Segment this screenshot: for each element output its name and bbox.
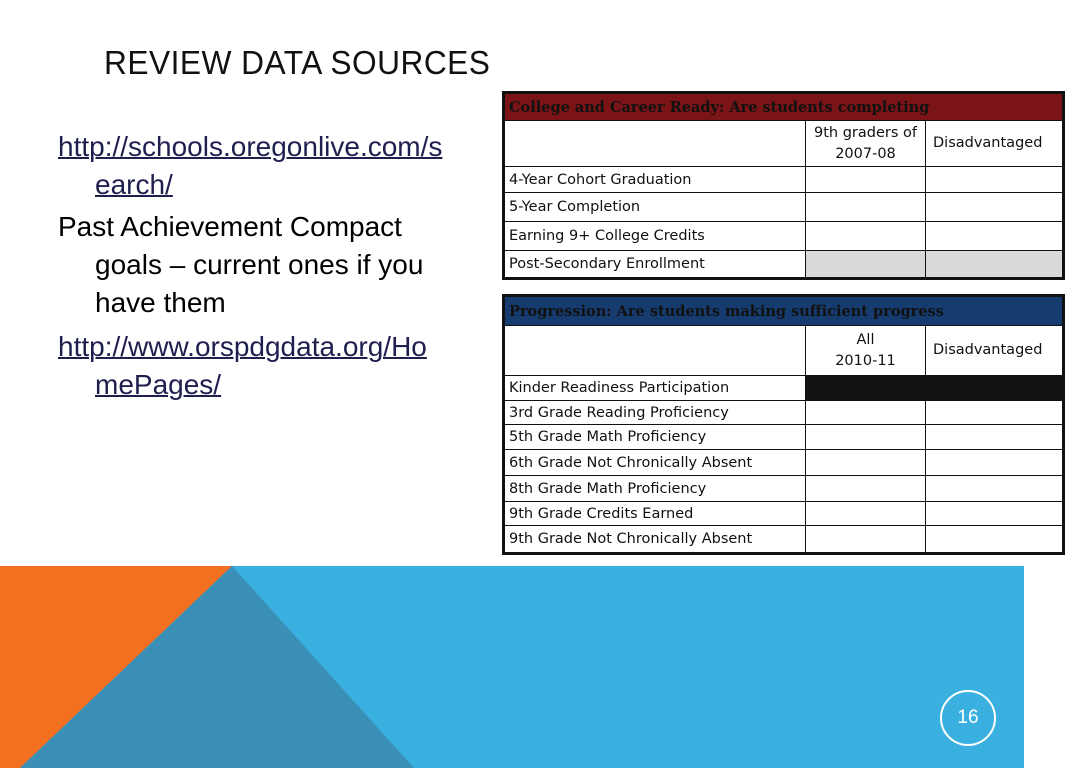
- header-empty-cell: [504, 326, 806, 376]
- page-number-badge: 16: [940, 690, 996, 746]
- table-row: [504, 526, 1064, 554]
- progression-table: [502, 294, 1043, 555]
- table-row: [504, 251, 1064, 279]
- row-label: 8th Grade Math Proficiency: [504, 476, 806, 502]
- achievement-compact-bullet: Past Achievement Compact goals – current ones if you have them: [58, 211, 424, 318]
- table-row: [504, 476, 1064, 502]
- table-row: [504, 376, 1064, 401]
- table-row: [504, 425, 1064, 450]
- orspdgdata-link[interactable]: http://www.orspdgdata.org/HomePages/: [58, 331, 427, 400]
- table-row: [504, 502, 1064, 526]
- table-row: [504, 222, 1064, 251]
- row-label: Earning 9+ College Credits: [504, 222, 806, 251]
- table-row: [504, 193, 1064, 222]
- header-empty-cell: [504, 121, 806, 167]
- row-label: 5th Grade Math Proficiency: [504, 425, 806, 450]
- progression-banner: Progression: Are students making sufficient progress: [504, 296, 1064, 326]
- header-col-cohort: 9th graders of 2007-08: [806, 121, 926, 167]
- row-label: Post-Secondary Enrollment: [504, 251, 806, 279]
- row-label: 3rd Grade Reading Proficiency: [504, 401, 806, 425]
- oregonlive-search-link[interactable]: http://schools.oregonlive.com/search/: [58, 131, 443, 200]
- table-row: [504, 167, 1064, 193]
- header-col-all: All 2010-11: [806, 326, 926, 376]
- bullet-list: [58, 128, 448, 410]
- row-label: 5-Year Completion: [504, 193, 806, 222]
- row-label: Kinder Readiness Participation: [504, 376, 806, 401]
- decorative-footer-band: [0, 566, 1024, 768]
- college-career-banner: College and Career Ready: Are students completing: [504, 93, 1064, 121]
- slide-title: REVIEW DATA SOURCES: [104, 44, 491, 81]
- header-col-disadvantaged: Disadvantaged: [926, 121, 1064, 167]
- table-row: [504, 450, 1064, 476]
- row-label: 4-Year Cohort Graduation: [504, 167, 806, 193]
- row-label: 9th Grade Not Chronically Absent: [504, 526, 806, 554]
- row-label: 9th Grade Credits Earned: [504, 502, 806, 526]
- table-row: [504, 401, 1064, 425]
- header-col-disadvantaged: Disadvantaged: [926, 326, 1064, 376]
- row-label: 6th Grade Not Chronically Absent: [504, 450, 806, 476]
- college-career-table: [502, 91, 1043, 280]
